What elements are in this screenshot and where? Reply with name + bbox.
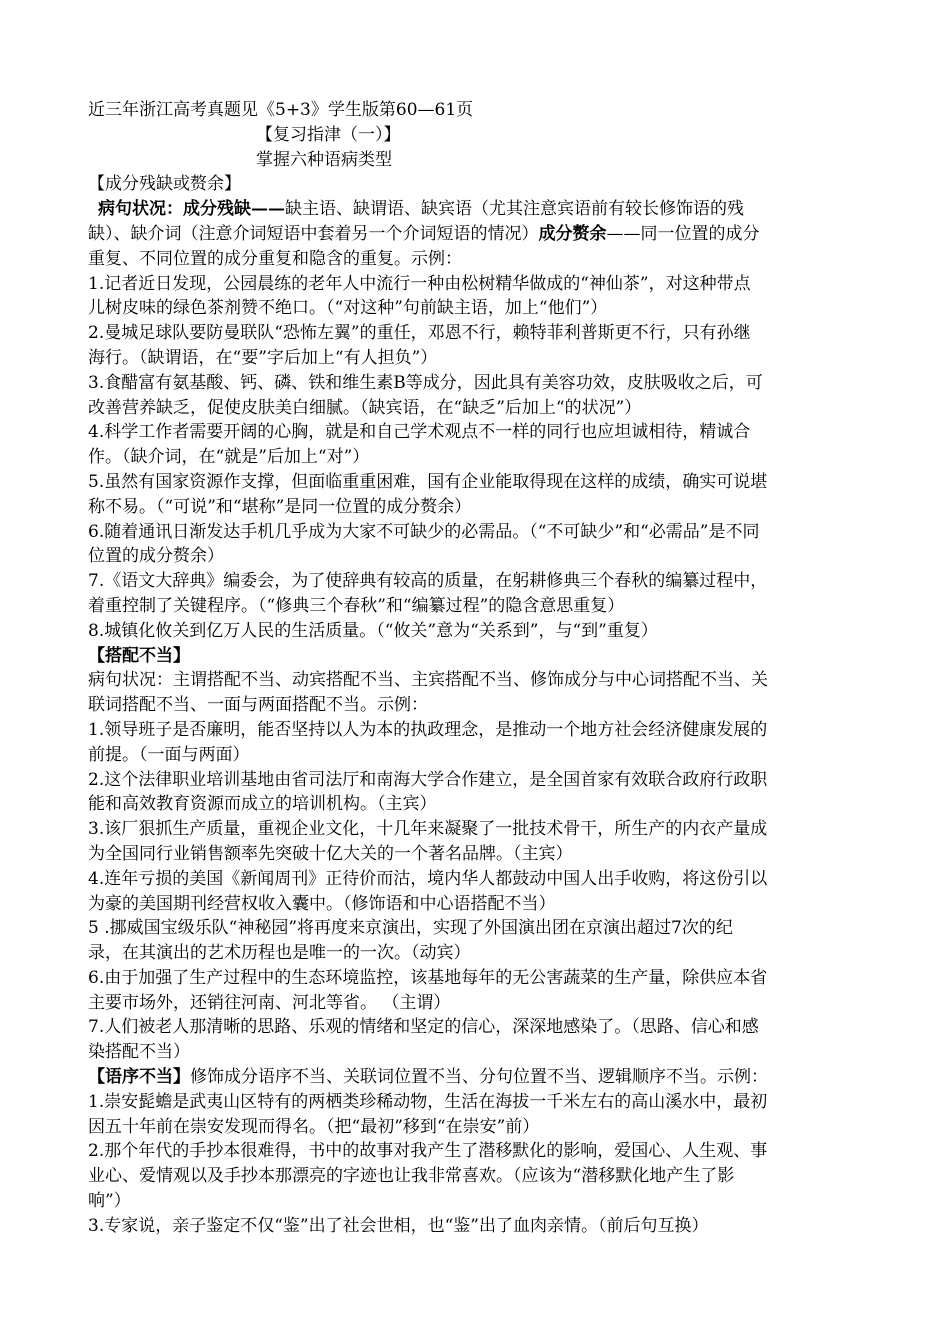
- example-line: 着重控制了关键程序。（“修典三个春秋”和“编纂过程”的隐含意思重复）: [88, 595, 625, 616]
- example-line: 8.城镇化攸关到亿万人民的生活质量。（“攸关”意为“关系到”，与“到”重复）: [88, 620, 658, 641]
- example-line: 主要市场外，还销往河南、河北等省。 （主谓）: [88, 992, 451, 1013]
- example-line: 能和高效教育资源而成立的培训机构。（主宾）: [88, 794, 437, 815]
- section2-examples: [88, 668, 862, 1065]
- example-line: 3.专家说，亲子鉴定不仅“鉴”出了社会世相，也“鉴”出了血肉亲情。（前后句互换）: [88, 1215, 709, 1236]
- example-line: 联词搭配不当、一面与两面搭配不当。示例：: [88, 695, 428, 716]
- example-line: 4.科学工作者需要开阔的心胸，就是和自己学术观点不一样的同行也应坦诚相待，精诚合: [88, 422, 751, 443]
- example-line: 3.食醋富有氨基酸、钙、磷、铁和维生素B等成分，因此具有美容功效，皮肤吸收之后，可: [88, 372, 763, 393]
- example-line: 2.这个法律职业培训基地由省司法厅和南海大学合作建立，是全国首家有效联合政府行政职: [88, 769, 768, 790]
- intro-bold-label: 成分赘余: [538, 223, 607, 244]
- example-line: 3.该厂狠抓生产质量，重视企业文化，十几年来凝聚了一批技术骨干，所生产的内衣产量成: [88, 819, 768, 840]
- example-line: 儿树皮味的绿色茶剂赞不绝口。（“对这种”句前缺主语，加上“他们”）: [88, 298, 608, 319]
- example-line: 1.崇安髭蟾是武夷山区特有的两栖类珍稀动物，生活在海拔一千米左右的高山溪水中，最初: [88, 1091, 768, 1112]
- example-line: 5.虽然有国家资源作支撑，但面临重重困难，国有企业能取得现在这样的成绩，确实可说堪: [88, 471, 768, 492]
- section1-examples: [88, 272, 862, 644]
- example-line: 6.由于加强了生产过程中的生态环境监控，该基地每年的无公害蔬菜的生产量，除供应本省: [88, 967, 768, 988]
- example-line: 4.连年亏损的美国《新闻周刊》正待价而沽，境内华人都鼓动中国人出手收购，将这份引以: [88, 868, 768, 889]
- example-line: 录，在其演出的艺术历程也是唯一的一次。（动宾）: [88, 943, 471, 964]
- example-line: 前提。（一面与两面）: [88, 744, 250, 765]
- section-heading-missing-redundant: 【成分残缺或赘余】: [88, 174, 241, 195]
- section-heading-word-order: 【语序不当】: [88, 1067, 190, 1088]
- guide-subtitle: 掌握六种语病类型: [256, 149, 392, 170]
- example-line: 响”）: [88, 1191, 131, 1212]
- section-heading-mismatch: 【搭配不当】: [88, 645, 190, 666]
- source-line: 近三年浙江高考真题见《5+3》学生版第60—61页: [88, 100, 474, 120]
- guide-title: 【复习指津（一）】: [256, 124, 401, 145]
- example-line: 病句状况：主谓搭配不当、动宾搭配不当、主宾搭配不当、修饰成分与中心词搭配不当、关: [88, 670, 768, 691]
- example-line: 为豪的美国期刊经营权收入囊中。（修饰语和中心语搭配不当）: [88, 893, 556, 914]
- intro-bold-label: 病句状况：成分残缺——: [98, 199, 285, 220]
- example-line: 6.随着通讯日渐发达手机几乎成为大家不可缺少的必需品。（“不可缺少”和“必需品”是不同: [88, 521, 760, 542]
- section3-examples: [88, 1090, 862, 1239]
- example-line: 2.那个年代的手抄本很难得，书中的故事对我产生了潜移默化的影响，爱国心、人生观、事: [88, 1141, 768, 1162]
- example-line: 1.记者近日发现，公园晨练的老年人中流行一种由松树精华做成的“神仙茶”，对这种带点: [88, 273, 751, 294]
- example-line: 海行。（缺谓语，在“要”字后加上“有人担负”）: [88, 347, 438, 368]
- example-line: 业心、爱情观以及手抄本那漂亮的字迹也让我非常喜欢。（应该为“潜移默化地产生了影: [88, 1166, 735, 1187]
- example-line: 7.人们被老人那清晰的思路、乐观的情绪和坚定的信心，深深地感染了。（思路、信心和感: [88, 1017, 759, 1038]
- intro-text: 缺主语、缺谓语、缺宾语（尤其注意宾语前有较长修饰语的残: [285, 199, 744, 220]
- section1-intro-line1: [88, 197, 862, 222]
- section1-intro-line2: [88, 222, 862, 247]
- example-line: 1.领导班子是否廉明，能否坚持以人为本的执政理念，是推动一个地方社会经济健康发展的: [88, 719, 768, 740]
- section3-heading-tail: 修饰成分语序不当、关联词位置不当、分句位置不当、逻辑顺序不当。示例：: [190, 1067, 768, 1088]
- example-line: 作。（缺介词，在“就是”后加上“对”）: [88, 447, 370, 468]
- example-line: 7.《语文大辞典》编委会，为了使辞典有较高的质量，在躬耕修典三个春秋的编纂过程中，: [88, 571, 768, 592]
- example-line: 因五十年前在崇安发现而得名。（把“最初”移到“在崇安”前）: [88, 1116, 540, 1137]
- example-line: 称不易。（“可说”和“堪称”是同一位置的成分赘余）: [88, 496, 472, 517]
- intro-text: ——同一位置的成分: [606, 223, 760, 244]
- example-line: 2.曼城足球队要防曼联队“恐怖左翼”的重任，邓恩不行，赖特菲利普斯更不行，只有孙继: [88, 323, 751, 344]
- example-line: 位置的成分赘余）: [88, 546, 224, 567]
- example-line: 为全国同行业销售额率先突破十亿大关的一个著名品牌。（主宾）: [88, 843, 573, 864]
- example-line: 染搭配不当）: [88, 1042, 190, 1063]
- example-line: 改善营养缺乏，促使皮肤美白细腻。（缺宾语，在“缺乏”后加上“的状况”）: [88, 397, 642, 418]
- example-line: 5 .挪威国宝级乐队“神秘园”将再度来京演出，实现了外国演出团在京演出超过7次的纪: [88, 918, 733, 939]
- section3-heading-line: [88, 1065, 862, 1090]
- section1-intro-line3: 重复、不同位置的成分重复和隐含的重复。示例：: [88, 248, 462, 269]
- intro-text: 缺）、缺介词（注意介词短语中套着另一个介词短语的情况）: [88, 223, 539, 244]
